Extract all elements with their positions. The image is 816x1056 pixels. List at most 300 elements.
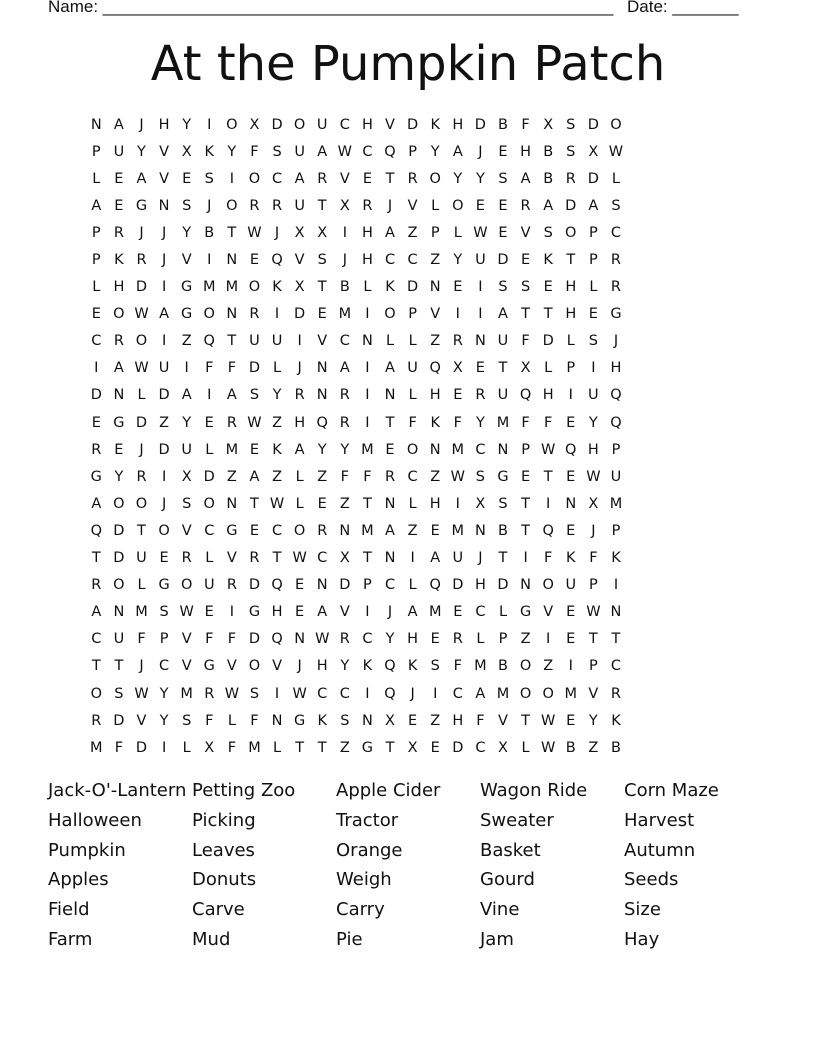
grid-letter: S [498, 495, 508, 512]
grid-letter: A [588, 197, 599, 214]
grid-letter: E [453, 604, 463, 621]
grid-row [85, 355, 627, 382]
grid-letter: M [609, 495, 623, 512]
grid-letter: O [519, 685, 532, 702]
grid-letter: R [317, 522, 328, 539]
grid-letter: T [227, 224, 237, 241]
grid-letter: A [91, 604, 102, 621]
grid-letter: U [136, 550, 147, 567]
grid-letter: M [203, 279, 216, 296]
grid-letter: H [587, 441, 599, 458]
grid-letter: P [408, 306, 417, 323]
grid-row [85, 382, 627, 409]
grid-letter: E [249, 441, 260, 458]
grid-letter: F [205, 360, 214, 377]
word-list-item: Basket [480, 839, 541, 861]
grid-letter: N [361, 333, 373, 350]
grid-letter: F [453, 414, 462, 431]
grid-letter: B [543, 143, 554, 160]
grid-letter: C [610, 224, 622, 241]
grid-letter: D [113, 522, 125, 539]
grid-letter: P [430, 224, 440, 241]
grid-letter: P [159, 631, 169, 648]
grid-row [85, 138, 627, 165]
grid-row [85, 409, 627, 436]
grid-letter: A [113, 116, 124, 133]
grid-letter: C [339, 333, 350, 350]
grid-letter: O [135, 495, 148, 512]
grid-letter: I [94, 360, 99, 377]
grid-letter: V [181, 252, 192, 269]
grid-letter: V [181, 522, 192, 539]
grid-letter: Z [272, 414, 283, 431]
grid-letter: T [498, 360, 508, 377]
grid-letter: O [90, 685, 102, 702]
grid-letter: I [410, 550, 415, 567]
grid-letter: T [362, 550, 372, 567]
grid-letter: N [497, 441, 509, 458]
grid-letter: U [271, 333, 283, 350]
grid-letter: F [340, 468, 349, 485]
grid-letter: N [226, 252, 238, 269]
grid-letter: V [498, 712, 508, 729]
grid-letter: N [361, 712, 373, 729]
grid-row [85, 436, 627, 463]
grid-letter: R [294, 387, 305, 404]
word-list-item: Jack-O'-Lantern [48, 780, 187, 801]
grid-letter: I [342, 224, 347, 241]
grid-letter: W [292, 550, 307, 567]
word-list-item: Picking [192, 809, 256, 831]
grid-letter: P [91, 224, 101, 241]
word-list-item: Size [624, 899, 661, 921]
grid-letter: X [520, 360, 531, 377]
grid-letter: Q [519, 387, 532, 404]
grid-letter: C [317, 685, 328, 702]
grid-letter: I [297, 333, 302, 350]
grid-letter: M [361, 522, 374, 539]
grid-letter: Q [271, 631, 283, 648]
grid-letter: Z [520, 631, 531, 648]
name-field-label: Name: ______________________________________________________ [48, 0, 614, 16]
grid-letter: M [90, 739, 103, 756]
grid-letter: A [430, 550, 441, 567]
grid-letter: N [474, 522, 486, 539]
grid-letter: V [430, 306, 441, 323]
grid-letter: Q [565, 441, 577, 458]
grid-letter: H [610, 360, 622, 377]
grid-letter: N [158, 197, 170, 214]
grid-letter: F [114, 739, 124, 756]
grid-letter: V [272, 658, 282, 675]
grid-letter: A [294, 441, 305, 458]
grid-letter: I [365, 360, 370, 377]
grid-letter: I [274, 306, 280, 323]
grid-letter: M [135, 604, 148, 621]
grid-letter: Q [271, 252, 283, 269]
grid-letter: M [564, 685, 578, 702]
grid-letter: G [248, 604, 261, 621]
grid-letter: F [227, 739, 237, 756]
grid-letter: T [91, 658, 101, 675]
grid-letter: C [475, 739, 486, 756]
grid-letter: L [295, 495, 304, 512]
grid-letter: H [407, 631, 419, 648]
grid-letter: L [408, 495, 417, 512]
grid-letter: X [385, 712, 395, 729]
grid-letter: T [137, 522, 146, 539]
grid-letter: R [362, 197, 373, 214]
grid-letter: O [135, 333, 148, 350]
grid-letter: C [159, 658, 170, 675]
grid-letter: O [113, 495, 125, 512]
grid-letter: V [339, 170, 350, 187]
word-list-item: Autumn [624, 839, 696, 861]
grid-letter: F [521, 116, 530, 133]
grid-row [85, 517, 627, 544]
grid-letter: E [159, 550, 169, 567]
grid-letter: E [385, 441, 395, 458]
grid-letter: G [90, 468, 102, 485]
grid-letter: D [497, 252, 509, 269]
grid-letter: Y [182, 224, 192, 241]
grid-letter: V [588, 685, 599, 702]
word-list-item: Weigh [336, 869, 392, 891]
grid-letter: A [159, 306, 170, 323]
grid-letter: E [430, 739, 440, 756]
grid-letter: K [430, 116, 440, 133]
word-list-item: Wagon Ride [480, 780, 588, 801]
word-list-item: Petting Zoo [192, 780, 296, 801]
grid-letter: B [339, 279, 350, 296]
grid-letter: J [139, 224, 144, 241]
grid-letter: N [90, 116, 102, 133]
grid-letter: Q [429, 577, 441, 594]
grid-letter: A [520, 170, 531, 187]
grid-letter: G [158, 577, 170, 594]
grid-letter: P [91, 252, 101, 269]
grid-letter: O [293, 522, 306, 539]
grid-letter: Z [181, 333, 192, 350]
grid-letter: J [478, 143, 483, 160]
grid-letter: M [428, 604, 442, 621]
grid-row [85, 490, 627, 517]
grid-letter: O [542, 577, 554, 594]
grid-letter: I [365, 306, 370, 323]
grid-letter: J [161, 252, 167, 269]
grid-letter: M [180, 685, 193, 702]
grid-letter: S [204, 170, 214, 187]
grid-letter: Z [272, 468, 283, 485]
grid-letter: Z [430, 468, 441, 485]
grid-letter: G [610, 306, 622, 323]
grid-letter: E [475, 197, 485, 214]
grid-letter: R [384, 468, 396, 485]
word-list-item: Sweater [480, 809, 554, 831]
grid-letter: L [137, 387, 146, 404]
grid-letter: N [429, 279, 441, 296]
grid-letter: X [407, 739, 418, 756]
grid-letter: Y [340, 658, 350, 675]
grid-letter: X [317, 224, 328, 241]
grid-letter: D [587, 116, 599, 133]
grid-letter: A [226, 387, 237, 404]
grid-row [85, 680, 627, 707]
grid-letter: R [272, 197, 283, 214]
grid-letter: T [227, 333, 237, 350]
grid-letter: L [363, 279, 372, 296]
grid-letter: L [295, 468, 304, 485]
grid-letter: G [135, 197, 148, 214]
grid-letter: E [588, 306, 598, 323]
grid-letter: J [274, 224, 280, 241]
grid-letter: I [274, 685, 280, 702]
grid-letter: R [249, 550, 260, 567]
grid-row [85, 111, 627, 138]
grid-letter: I [546, 495, 551, 512]
grid-letter: C [91, 333, 102, 350]
grid-letter: L [205, 441, 214, 458]
grid-letter: V [407, 197, 418, 214]
grid-letter: S [588, 333, 598, 350]
grid-letter: R [565, 170, 576, 187]
word-list-item: Halloween [48, 809, 142, 831]
grid-letter: R [113, 333, 124, 350]
grid-letter: Z [543, 658, 554, 675]
grid-letter: E [566, 468, 576, 485]
grid-letter: W [134, 685, 149, 702]
grid-letter: E [475, 360, 485, 377]
grid-letter: X [475, 495, 486, 512]
grid-letter: H [520, 143, 532, 160]
grid-letter: N [316, 360, 328, 377]
grid-letter: D [452, 739, 464, 756]
grid-letter: O [203, 306, 215, 323]
grid-letter: L [566, 333, 575, 350]
grid-letter: Y [159, 685, 169, 702]
grid-letter: L [431, 197, 440, 214]
grid-letter: I [433, 685, 438, 702]
grid-letter: F [205, 631, 214, 648]
grid-letter: A [136, 170, 147, 187]
grid-letter: J [591, 522, 596, 539]
grid-letter: H [565, 279, 577, 296]
grid-letter: I [161, 279, 167, 296]
grid-letter: V [181, 658, 192, 675]
grid-letter: X [588, 143, 599, 160]
grid-letter: C [475, 604, 486, 621]
grid-letter: E [430, 522, 440, 539]
grid-letter: F [589, 550, 598, 567]
grid-letter: K [543, 252, 553, 269]
grid-letter: K [272, 279, 282, 296]
grid-letter: Z [339, 739, 350, 756]
grid-letter: J [387, 197, 393, 214]
grid-letter: D [452, 577, 464, 594]
grid-letter: F [544, 550, 553, 567]
grid-letter: N [226, 495, 238, 512]
grid-letter: E [182, 170, 192, 187]
grid-letter: A [543, 197, 554, 214]
grid-letter: I [207, 387, 212, 404]
grid-letter: Z [339, 495, 350, 512]
grid-letter: X [498, 739, 508, 756]
grid-letter: F [363, 468, 372, 485]
grid-letter: N [316, 577, 328, 594]
grid-letter: J [139, 658, 144, 675]
grid-letter: C [339, 116, 350, 133]
grid-letter: J [613, 333, 619, 350]
grid-letter: Y [340, 441, 350, 458]
grid-letter: N [474, 333, 486, 350]
grid-letter: D [271, 116, 283, 133]
grid-letter: R [91, 577, 102, 594]
grid-letter: U [610, 468, 622, 485]
grid-letter: C [384, 577, 396, 594]
grid-letter: I [546, 631, 551, 648]
word-list-item: Corn Maze [624, 780, 719, 801]
grid-letter: E [566, 631, 576, 648]
grid-letter: E [91, 414, 101, 431]
grid-letter: Y [475, 414, 485, 431]
grid-letter: A [91, 495, 102, 512]
grid-letter: W [134, 306, 149, 323]
word-list-item: Seeds [624, 869, 679, 891]
grid-letter: I [207, 252, 212, 269]
grid-letter: E [114, 441, 124, 458]
grid-letter: J [161, 224, 167, 241]
grid-letter: Y [453, 252, 463, 269]
grid-letter: I [229, 604, 234, 621]
grid-letter: J [410, 685, 415, 702]
date-field-label: Date: _______ [627, 0, 739, 16]
grid-letter: D [339, 577, 351, 594]
grid-letter: D [497, 577, 509, 594]
grid-letter: V [159, 170, 170, 187]
word-list-item: Pumpkin [48, 839, 126, 861]
grid-letter: E [566, 604, 576, 621]
grid-letter: A [385, 522, 395, 539]
grid-letter: Q [542, 522, 554, 539]
grid-row [85, 734, 627, 761]
grid-letter: L [137, 577, 146, 594]
grid-letter: B [204, 224, 215, 241]
grid-letter: B [498, 658, 508, 675]
grid-letter: D [135, 279, 148, 296]
grid-letter: P [611, 522, 621, 539]
grid-letter: M [496, 685, 510, 702]
grid-letter: I [365, 414, 370, 431]
grid-letter: A [317, 604, 328, 621]
grid-letter: F [227, 360, 237, 377]
grid-letter: Y [453, 170, 463, 187]
grid-letter: S [611, 197, 621, 214]
grid-letter: D [113, 712, 125, 729]
grid-letter: P [363, 577, 372, 594]
grid-letter: Q [384, 685, 396, 702]
grid-letter: K [114, 252, 124, 269]
grid-letter: P [588, 224, 598, 241]
grid-letter: T [543, 468, 553, 485]
grid-letter: T [521, 712, 530, 729]
grid-letter: O [203, 495, 215, 512]
grid-letter: W [450, 468, 465, 485]
word-list-item: Apples [48, 869, 109, 891]
grid-letter: L [453, 224, 462, 241]
letter-grid [85, 111, 627, 761]
grid-letter: R [181, 550, 192, 567]
grid-letter: S [475, 468, 485, 485]
word-list-item: Gourd [480, 869, 535, 891]
grid-letter: L [273, 739, 282, 756]
grid-letter: W [134, 360, 149, 377]
grid-letter: V [159, 143, 170, 160]
grid-letter: O [226, 116, 238, 133]
grid-letter: M [248, 739, 261, 756]
grid-letter: H [452, 712, 464, 729]
grid-letter: C [204, 522, 215, 539]
grid-letter: C [317, 550, 328, 567]
grid-letter: T [385, 414, 395, 431]
grid-letter: T [521, 522, 530, 539]
grid-letter: D [474, 116, 486, 133]
grid-letter: J [297, 658, 302, 675]
grid-letter: E [430, 631, 440, 648]
grid-letter: N [384, 387, 396, 404]
grid-letter: X [339, 197, 350, 214]
grid-letter: T [272, 550, 282, 567]
grid-letter: M [361, 441, 374, 458]
grid-letter: R [204, 685, 215, 702]
grid-letter: U [181, 441, 192, 458]
grid-letter: X [249, 116, 260, 133]
grid-letter: R [226, 414, 237, 431]
grid-letter: Z [317, 468, 328, 485]
grid-letter: E [317, 306, 327, 323]
grid-letter: R [610, 685, 621, 702]
grid-letter: K [430, 414, 440, 431]
grid-letter: T [317, 279, 327, 296]
grid-letter: O [226, 197, 238, 214]
grid-letter: J [387, 604, 393, 621]
grid-row [85, 653, 627, 680]
grid-letter: E [566, 712, 576, 729]
grid-letter: P [408, 143, 417, 160]
grid-letter: P [611, 441, 621, 458]
grid-letter: Y [385, 631, 395, 648]
grid-letter: M [474, 658, 487, 675]
grid-letter: S [543, 224, 553, 241]
grid-letter: I [229, 170, 234, 187]
grid-letter: G [497, 468, 509, 485]
grid-letter: C [362, 631, 373, 648]
grid-letter: W [292, 685, 307, 702]
grid-letter: F [227, 631, 237, 648]
grid-letter: I [365, 685, 370, 702]
grid-letter: B [610, 739, 621, 756]
grid-letter: M [225, 441, 239, 458]
grid-letter: W [541, 739, 556, 756]
grid-letter: W [179, 604, 194, 621]
grid-letter: E [566, 414, 576, 431]
grid-letter: A [498, 306, 508, 323]
grid-letter: U [475, 252, 486, 269]
grid-letter: G [203, 658, 215, 675]
grid-letter: Q [610, 414, 622, 431]
grid-letter: G [226, 522, 238, 539]
grid-row [85, 301, 627, 328]
grid-letter: E [114, 170, 124, 187]
